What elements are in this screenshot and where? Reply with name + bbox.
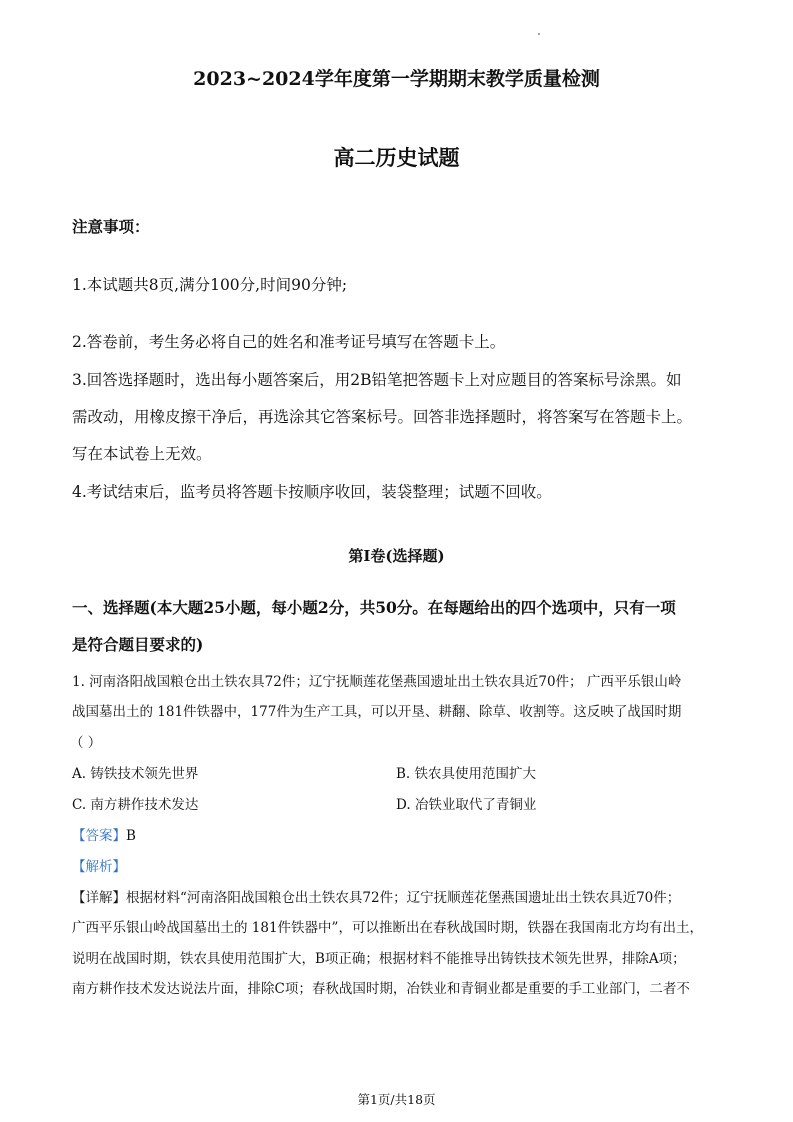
question-1-stem-line-1: 1. 河南洛阳战国粮仓出土铁农具72件；辽宁抚顺莲花堡燕国遗址出土铁农具近70件； 广西平乐银山岭 bbox=[72, 674, 682, 690]
detail-line-1: 【详解】根据材料“河南洛阳战国粮仓出土铁农具72件；辽宁抚顺莲花堡燕国遗址出土铁农具近70件； bbox=[72, 890, 681, 906]
page-footer: 第1页/共18页 bbox=[357, 1092, 436, 1107]
option-c: C. 南方耕作技术发达 bbox=[72, 797, 199, 813]
scan-dot bbox=[538, 33, 540, 35]
notice-item-3-line-1: 3.回答选择题时，选出每小题答案后，用2B铅笔把答题卡上对应题目的答案标号涂黑。如 bbox=[72, 371, 682, 389]
answer-line bbox=[72, 824, 136, 844]
notice-item-3-line-3: 写在本试卷上无效。 bbox=[72, 445, 212, 463]
exam-title: 2023~2024学年度第一学期期末教学质量检测 bbox=[193, 68, 600, 90]
option-d: D. 冶铁业取代了青铜业 bbox=[396, 797, 537, 813]
option-a: A. 铸铁技术领先世界 bbox=[72, 766, 199, 782]
notice-item-3-line-2: 需改动，用橡皮擦干净后，再选涂其它答案标号。回答非选择题时，将答案写在答题卡上。 bbox=[72, 408, 693, 426]
notice-item-1: 1.本试题共8页,满分100分,时间90分钟; bbox=[72, 276, 348, 294]
notice-heading: 注意事项： bbox=[72, 217, 150, 236]
analysis-tag: 【解析】 bbox=[72, 859, 126, 875]
detail-line-4: 南方耕作技术发达说法片面，排除C项；春秋战国时期，冶铁业和青铜业都是重要的手工业部门，二者不 bbox=[72, 981, 690, 997]
subject-title: 高二历史试题 bbox=[333, 145, 460, 170]
notice-item-4: 4.考试结束后，监考员将答题卡按顺序收回，装袋整理；试题不回收。 bbox=[72, 483, 552, 501]
question-1-blank: （ ） bbox=[70, 735, 102, 751]
detail-line-2: 广西平乐银山岭战国墓出土的 181件铁器中”，可以推断出在春秋战国时期，铁器在我国南北方均有出土， bbox=[72, 920, 703, 936]
notice-item-2: 2.答卷前，考生务必将自己的姓名和准考证号填写在答题卡上。 bbox=[72, 333, 506, 351]
answer-tag: 【答案】 bbox=[72, 828, 126, 844]
question-1-stem-line-2: 战国墓出土的 181件铁器中，177件为生产工具，可以开垦、耕翻、除草、收割等。这反映了战国时期 bbox=[72, 704, 682, 720]
part-heading-line-1: 一、选择题(本大题25小题，每小题2分，共50分。在每题给出的四个选项中，只有一项 bbox=[72, 598, 676, 617]
option-b: B. 铁农具使用范围扩大 bbox=[396, 766, 537, 782]
answer-value: B bbox=[126, 828, 136, 844]
part-heading-line-2: 是符合题目要求的) bbox=[72, 635, 204, 654]
detail-line-3: 说明在战国时期，铁农具使用范围扩大，B项正确；根据材料不能推导出铸铁技术领先世界，排除A项； bbox=[72, 951, 686, 967]
volume-title: 第Ⅰ卷(选择题) bbox=[348, 547, 445, 565]
